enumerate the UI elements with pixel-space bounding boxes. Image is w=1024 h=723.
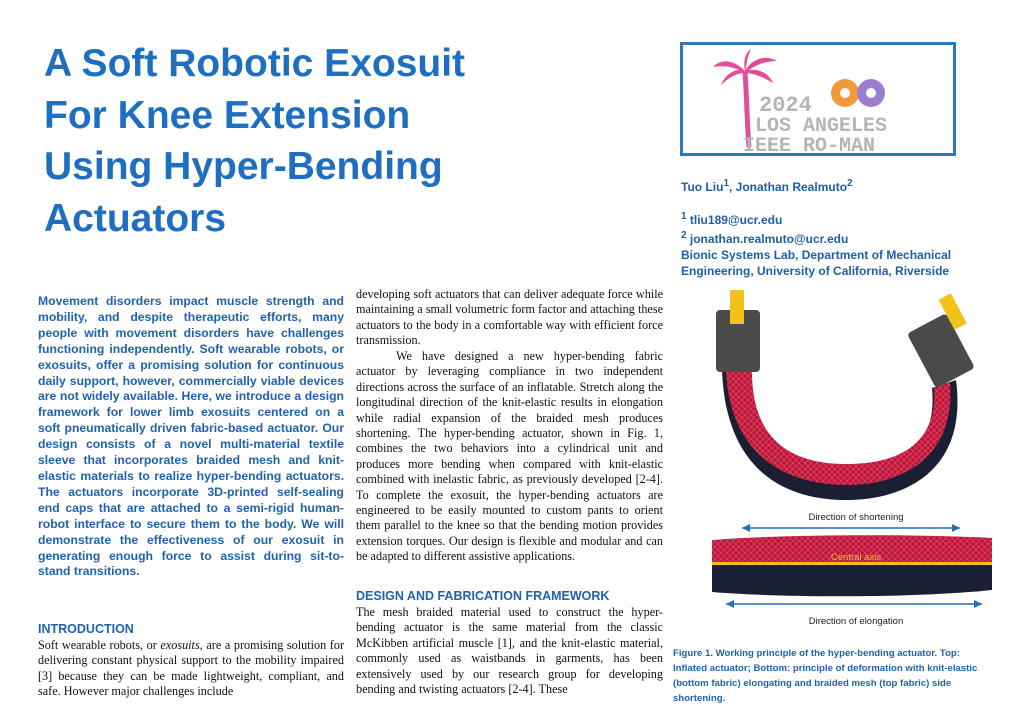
palm-tree-icon bbox=[683, 45, 953, 153]
introduction-heading: INTRODUCTION bbox=[38, 622, 134, 636]
body-paragraph: developing soft actuators that can deliver adequate force while maintaining a small volumetric form factor and attaching these actuators to the body in a comfortable way with efficient force transmission. bbox=[356, 287, 663, 348]
design-heading: DESIGN AND FABRICATION FRAMEWORK bbox=[356, 589, 610, 603]
figure-caption: Figure 1. Working principle of the hyper-bending actuator. Top: Inflated actuator; Bottom: principle of deformation with knit-elastic (bottom fabric) elongating and braided mesh (top fabric) side shortening. bbox=[673, 648, 978, 704]
logo-conference: IEEE RO-MAN bbox=[743, 135, 876, 153]
strip-fabric bbox=[712, 565, 992, 596]
label-central-axis: Central axis bbox=[830, 552, 882, 563]
poster-title bbox=[44, 38, 644, 244]
affiliation-marker: 2 bbox=[847, 178, 853, 189]
author-list bbox=[681, 178, 853, 194]
email[interactable]: jonathan.realmuto@ucr.edu bbox=[686, 232, 849, 246]
author-name: Tuo Liu bbox=[681, 180, 724, 194]
label-shortening: Direction of shortening bbox=[808, 512, 904, 523]
university-name: Engineering, University of California, Riverside bbox=[681, 264, 950, 278]
title-line: A Soft Robotic Exosuit bbox=[44, 42, 466, 85]
label-elongation: Direction of elongation bbox=[808, 616, 904, 627]
logo-city: LOS ANGELES bbox=[755, 115, 888, 138]
body-paragraph: The mesh braided material used to construct the hyper-bending actuator is the same material from the classic McKibben artificial muscle [1], and the knit-elastic material, commonly used as waistbands in garments, has been extensively used by our research group for developing bending and twisting actuators [2-4]. These bbox=[356, 605, 663, 697]
logo-year: 2024 bbox=[759, 93, 812, 118]
actuator-figure bbox=[706, 280, 996, 630]
title-line: Actuators bbox=[44, 196, 227, 240]
lab-name: Bionic Systems Lab, Department of Mechanical bbox=[681, 248, 952, 262]
introduction-text: Soft wearable robots, or exosuits, are a promising solution for delivering constant physical support to the mobility impaired [3] because they can be made lightweight, compliant, and safe. However major challenges include bbox=[38, 638, 345, 699]
author-name: Jonathan Realmuto bbox=[735, 180, 848, 194]
title-line: For Knee Extension bbox=[44, 93, 411, 137]
figure-1 bbox=[706, 280, 996, 630]
title-line: Using Hyper-Bending bbox=[44, 145, 443, 188]
author-separator: , bbox=[729, 180, 736, 194]
affiliation-block bbox=[681, 209, 1001, 279]
abstract-text: Movement disorders impact muscle strength and mobility, and despite therapeutic efforts, many people with movement disorders have challenges functioning independently. Soft wearable robots, or exosuits, offer a promising solution for continuous daily support, however, commercially viable devices are not widely available. Here, we introduce a design framework for lower limb exosuits centered on a soft pneumatically driven fabric-based actuator. Our design consists of a novel multi-material textile sleeve that incorporates braided mesh and knit-elastic materials to realize hyper-bending actuators. The actuators incorporate 3D-printed self-sealing end caps that are attached to a semi-rigid human-robot interface to secure them to the body. We will demonstrate the effectiveness of our exosuit in generating enough force to assist during sit-to-stand transitions. bbox=[38, 294, 344, 579]
affiliation-marker: 2 bbox=[681, 230, 687, 241]
affiliation-marker: 1 bbox=[723, 178, 729, 189]
tab-left bbox=[730, 290, 744, 324]
email[interactable]: tliu189@ucr.edu bbox=[686, 213, 783, 227]
email-line bbox=[681, 209, 1001, 228]
affiliation-marker: 1 bbox=[681, 211, 687, 222]
conference-logo bbox=[680, 42, 956, 156]
email-line bbox=[681, 228, 1001, 247]
body-paragraph: We have designed a new hyper-bending fabric actuator by leveraging compliance in two independent directions across the surface of an inflatable. Stretch along the longitudinal direction of the knit-elastic results in elongation while radial expansion of the braided mesh produces shortening. The hyper-bending actuator, shown in Fig. 1, combines the two behaviors into a cylindrical unit and produces more bending when compared with knit-elastic combined with inelastic fabric, as previously developed [2-4]. To complete the exosuit, the hyper-bending actuators are engineered to be easily mounted to custom pants to orient them parallel to the knee so that the bending motion provides extension torques. Our design is flexible and modular and can be adapted to different assistive applications. bbox=[356, 349, 663, 564]
